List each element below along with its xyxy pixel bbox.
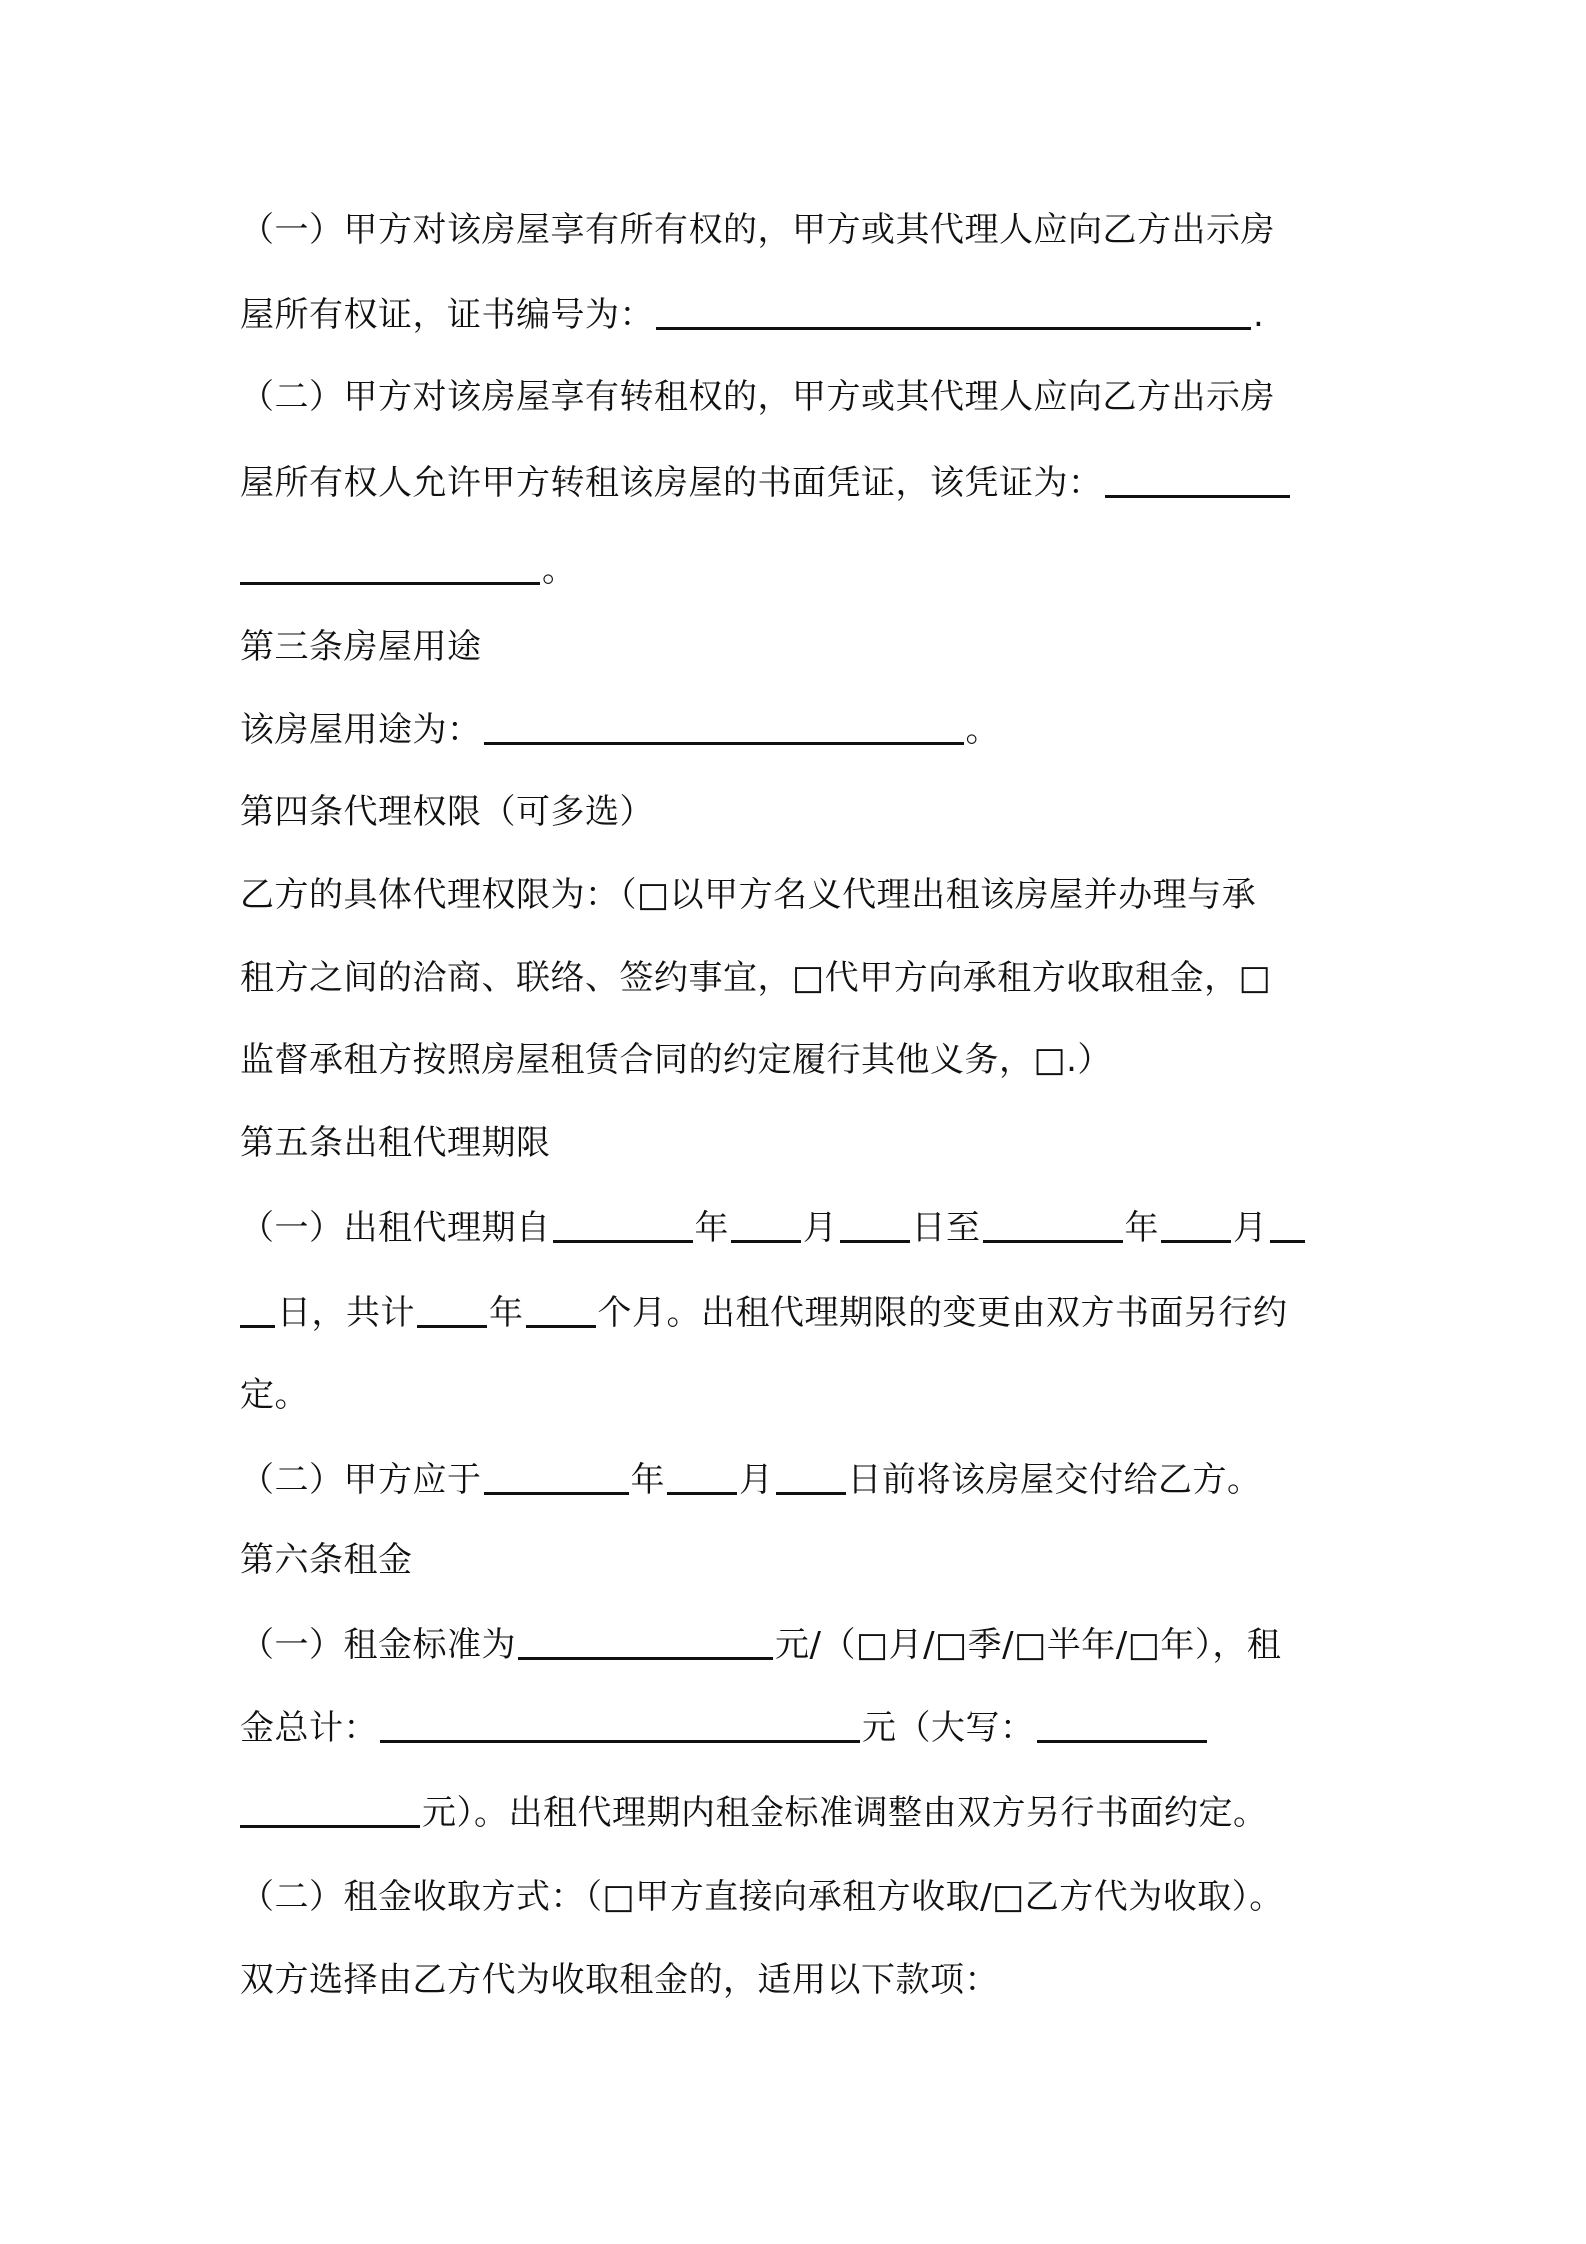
total-months-blank[interactable] bbox=[526, 1324, 596, 1328]
text-line bbox=[240, 1455, 1262, 1505]
text-segment: 月 bbox=[803, 1208, 838, 1248]
section-heading bbox=[240, 1118, 551, 1168]
start-year-blank[interactable] bbox=[553, 1239, 693, 1243]
text-segment: 金总计： bbox=[240, 1708, 378, 1748]
text-segment: （一）租金标准为 bbox=[240, 1625, 516, 1665]
text-segment: 年 bbox=[489, 1293, 524, 1333]
end-day-blank-continued[interactable] bbox=[240, 1324, 275, 1328]
text-line bbox=[240, 1872, 1284, 1922]
text-segment: . bbox=[1253, 295, 1265, 335]
rent-standard-blank[interactable] bbox=[518, 1656, 773, 1660]
rent-total-words-blank[interactable] bbox=[1037, 1739, 1207, 1743]
text-segment: 监督承租方按照房屋租赁合同的约定履行其他义务，□.） bbox=[240, 1040, 1112, 1080]
text-line bbox=[240, 1955, 999, 2005]
certificate-number-blank[interactable] bbox=[656, 326, 1251, 330]
end-month-blank[interactable] bbox=[1161, 1239, 1231, 1243]
text-line bbox=[240, 1288, 1288, 1338]
text-segment: 第五条出租代理期限 bbox=[240, 1123, 551, 1163]
text-segment: 元/（□月/□季/□半年/□年），租 bbox=[775, 1625, 1282, 1665]
total-years-blank[interactable] bbox=[417, 1324, 487, 1328]
text-line bbox=[240, 205, 1275, 255]
delivery-day-blank[interactable] bbox=[776, 1491, 846, 1495]
text-line bbox=[240, 545, 577, 595]
text-segment: 年 bbox=[630, 1460, 665, 1500]
text-segment: 。 bbox=[542, 550, 577, 590]
start-day-blank[interactable] bbox=[840, 1239, 910, 1243]
delivery-year-blank[interactable] bbox=[484, 1491, 629, 1495]
end-day-blank[interactable] bbox=[1270, 1239, 1305, 1243]
text-segment: 月 bbox=[1233, 1208, 1268, 1248]
delivery-month-blank[interactable] bbox=[667, 1491, 737, 1495]
text-segment: 。 bbox=[965, 710, 1000, 750]
text-segment: 年 bbox=[694, 1208, 729, 1248]
text-segment: 双方选择由乙方代为收取租金的，适用以下款项： bbox=[240, 1960, 999, 2000]
text-segment: 年 bbox=[1124, 1208, 1159, 1248]
text-line bbox=[240, 1203, 1307, 1253]
text-line bbox=[240, 458, 1292, 508]
text-segment: 日前将该房屋交付给乙方。 bbox=[847, 1460, 1262, 1500]
text-line bbox=[240, 870, 1256, 920]
section-heading bbox=[240, 787, 654, 837]
voucher-blank[interactable] bbox=[1105, 494, 1290, 498]
text-segment: 定。 bbox=[240, 1375, 309, 1415]
text-segment: （二）租金收取方式：（□甲方直接向承租方收取/□乙方代为收取）。 bbox=[240, 1877, 1284, 1917]
text-line bbox=[240, 1370, 309, 1420]
text-line bbox=[240, 290, 1264, 340]
text-segment: （二）甲方对该房屋享有转租权的，甲方或其代理人应向乙方出示房 bbox=[240, 377, 1275, 417]
text-segment: 元）。出租代理期内租金标准调整由双方另行书面约定。 bbox=[422, 1793, 1268, 1833]
text-segment: 乙方的具体代理权限为：（□以甲方名义代理出租该房屋并办理与承 bbox=[240, 875, 1257, 915]
text-segment: 租方之间的洽商、联络、签约事宜，□代甲方向承租方收取租金，□ bbox=[240, 958, 1272, 998]
text-segment: 元（大写： bbox=[862, 1708, 1035, 1748]
text-segment: 屋所有权人允许甲方转租该房屋的书面凭证，该凭证为： bbox=[240, 463, 1103, 503]
text-segment: 该房屋用途为： bbox=[240, 710, 482, 750]
text-segment: 第六条租金 bbox=[240, 1540, 413, 1580]
text-segment: 个月。出租代理期限的变更由双方书面另行约 bbox=[597, 1293, 1288, 1333]
text-line bbox=[240, 372, 1275, 422]
usage-blank[interactable] bbox=[484, 741, 964, 745]
start-month-blank[interactable] bbox=[731, 1239, 801, 1243]
text-segment: 第三条房屋用途 bbox=[240, 627, 482, 667]
text-line bbox=[240, 705, 1000, 755]
text-line bbox=[240, 1788, 1268, 1838]
text-line bbox=[240, 1703, 1209, 1753]
text-segment: 第四条代理权限（可多选） bbox=[240, 792, 654, 832]
text-segment: （一）出租代理期自 bbox=[240, 1208, 551, 1248]
end-year-blank[interactable] bbox=[983, 1239, 1123, 1243]
section-heading bbox=[240, 1535, 413, 1585]
text-segment: 日，共计 bbox=[277, 1293, 415, 1333]
text-segment: （一）甲方对该房屋享有所有权的，甲方或其代理人应向乙方出示房 bbox=[240, 210, 1275, 250]
rent-total-words-blank-continued[interactable] bbox=[240, 1824, 420, 1828]
text-segment: 月 bbox=[739, 1460, 774, 1500]
text-line bbox=[240, 1620, 1281, 1670]
text-line bbox=[240, 1035, 1112, 1085]
section-heading bbox=[240, 622, 482, 672]
rent-total-blank[interactable] bbox=[380, 1739, 860, 1743]
text-segment: 屋所有权证，证书编号为： bbox=[240, 295, 654, 335]
text-line bbox=[240, 953, 1271, 1003]
text-segment: 日至 bbox=[911, 1208, 981, 1248]
text-segment: （二）甲方应于 bbox=[240, 1460, 482, 1500]
voucher-blank-continued[interactable] bbox=[240, 581, 540, 585]
